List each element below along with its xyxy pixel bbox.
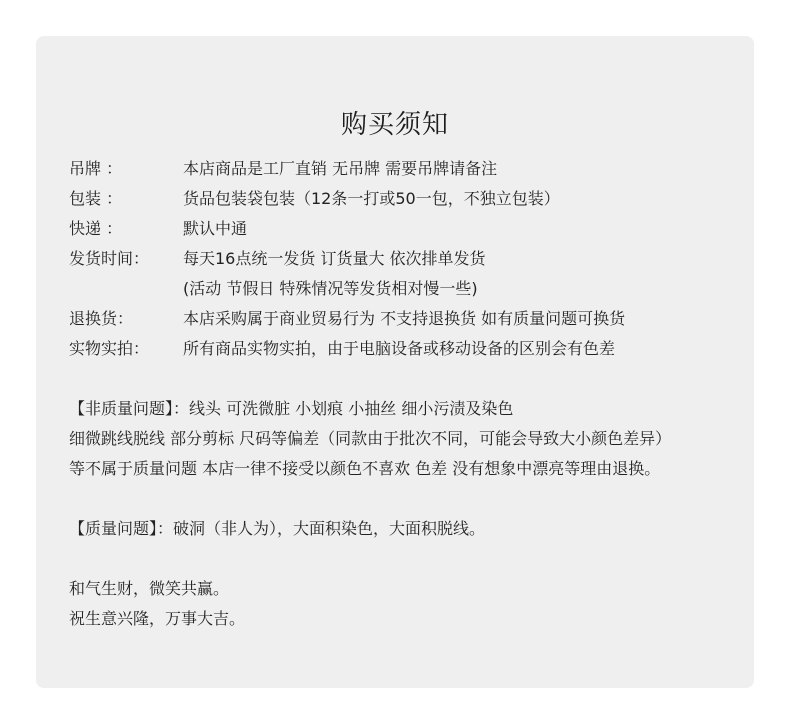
notice-card [36,36,754,688]
info-value: 货品包装袋包装（12条一打或50一包，不独立包装） [183,189,560,208]
info-label: 快递 ： [69,219,123,238]
info-row-tag [69,157,497,181]
info-row-packaging [69,187,560,211]
non-quality-line: 【非质量问题】：线头 可洗微脏 小划痕 小抽丝 细小污渍及染色 [69,399,514,418]
non-quality-line: 等不属于质量问题 本店一律不接受以颜色不喜欢 色差 没有想象中漂亮等理由退换。 [69,459,661,478]
info-row-shipping-time [69,247,486,271]
info-value: 所有商品实物实拍，由于电脑设备或移动设备的区别会有色差 [183,339,616,358]
closing-line: 和气生财，微笑共赢。 [69,579,230,598]
info-label: 包装 ： [69,189,123,208]
info-row-returns [69,307,625,331]
non-quality-line: 细微跳线脱线 部分剪标 尺码等偏差（同款由于批次不同，可能会导致大小颜色差异） [69,429,672,448]
info-shipping-note: (活动 节假日 特殊情况等发货相对慢一些) [183,279,478,298]
info-row-real-photos [69,337,615,361]
info-value: 每天16点统一发货 订货量大 依次排单发货 [183,249,486,268]
closing-line: 祝生意兴隆，万事大吉。 [69,609,246,628]
info-row-express [69,217,247,241]
info-label: 实物实拍： [69,339,150,358]
info-label: 退换货： [69,309,134,328]
page-title: 购买须知 [340,110,449,140]
info-value: 默认中通 [183,219,248,238]
info-label: 吊牌 ： [69,159,123,178]
info-label: 发货时间： [69,249,150,268]
info-value: 本店商品是工厂直销 无吊牌 需要吊牌请备注 [183,159,498,178]
info-value: 本店采购属于商业贸易行为 不支持退换货 如有质量问题可换货 [183,309,626,328]
quality-issue-line: 【质量问题】：破洞（非人为），大面积染色，大面积脱线。 [69,519,486,538]
